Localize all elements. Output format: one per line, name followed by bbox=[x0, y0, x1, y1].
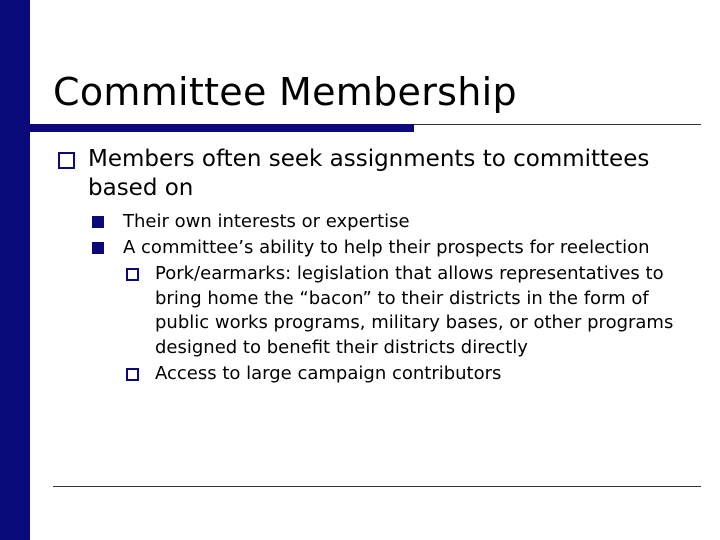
bullet-item-level3 bbox=[56, 362, 676, 387]
hollow-square-bullet-icon bbox=[58, 152, 75, 169]
slide-title: Committee Membership bbox=[53, 70, 517, 114]
bullet-text: Access to large campaign contributors bbox=[155, 363, 502, 384]
bullet-item-level3 bbox=[56, 262, 676, 360]
bullet-text: Pork/earmarks: legislation that allows representatives to bring home the “bacon” to their districts in the form of public works programs, military bases, or other programs designed to benefit their districts directly bbox=[155, 263, 674, 358]
bullet-text: Members often seek assignments to committees based on bbox=[88, 146, 650, 201]
hollow-square-bullet-icon bbox=[126, 368, 139, 381]
bullet-list bbox=[56, 145, 676, 387]
bullet-text: A committee’s ability to help their prospects for reelection bbox=[123, 237, 650, 258]
title-underline-thick bbox=[30, 124, 414, 132]
solid-square-bullet-icon bbox=[92, 242, 104, 254]
solid-square-bullet-icon bbox=[92, 216, 104, 228]
bullet-text: Their own interests or expertise bbox=[123, 211, 410, 232]
bullet-item-level2 bbox=[56, 210, 676, 234]
bullet-item-level2 bbox=[56, 236, 676, 260]
bullet-item-level1 bbox=[56, 145, 676, 203]
left-accent-bar bbox=[0, 0, 30, 540]
title-underline-thin bbox=[414, 124, 701, 125]
hollow-square-bullet-icon bbox=[126, 268, 139, 281]
footer-rule bbox=[53, 486, 701, 487]
